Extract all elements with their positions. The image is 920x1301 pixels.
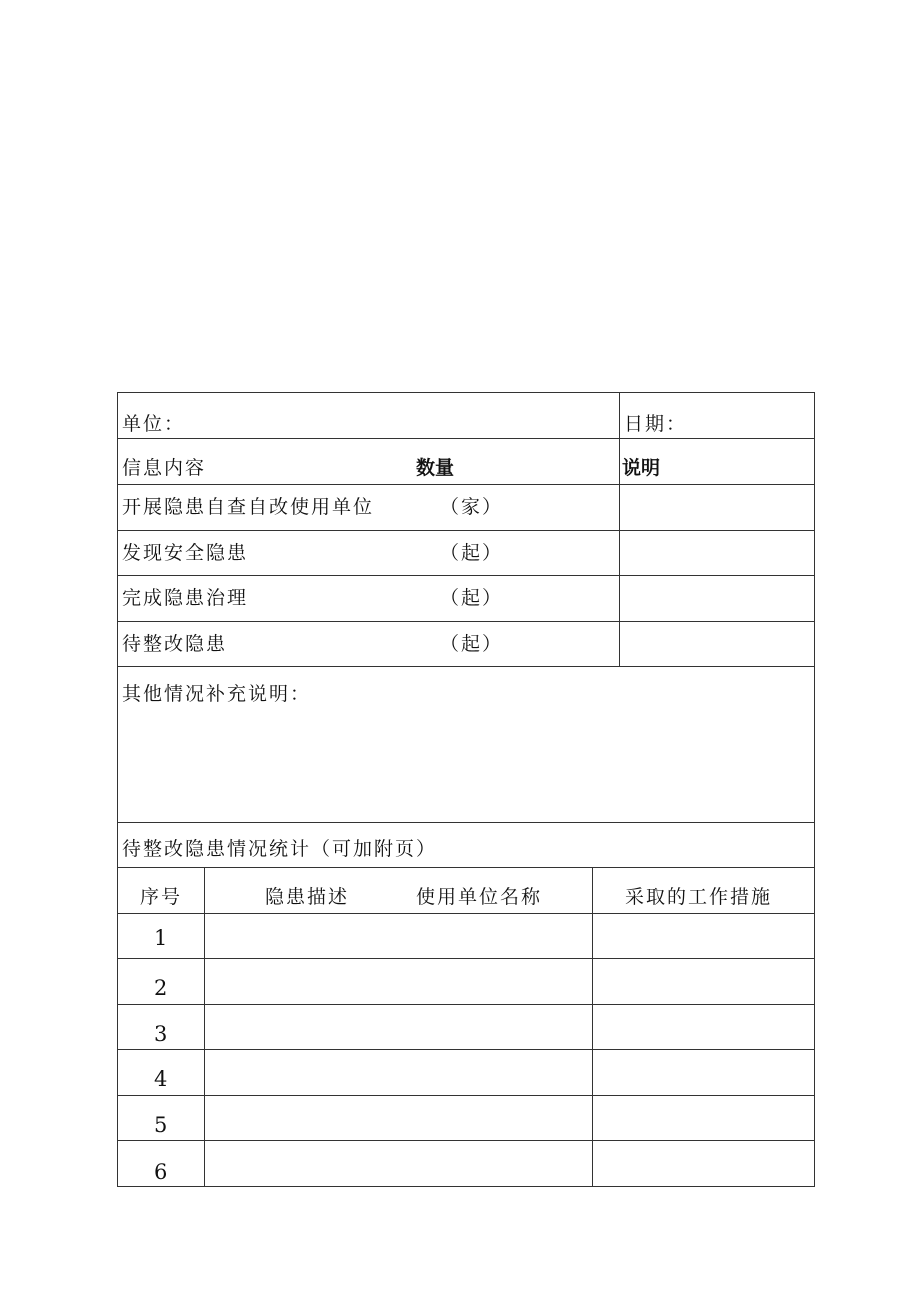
table-row [118, 1005, 814, 1050]
col-measures-header: 采取的工作措施 [625, 886, 773, 908]
divider [619, 485, 620, 530]
summary-row-unit: （起） [440, 633, 504, 655]
table-row [118, 914, 814, 959]
table-row [118, 1050, 814, 1096]
summary-row-label: 发现安全隐患 [122, 542, 249, 564]
summary-row-unit: （起） [440, 542, 504, 564]
col-content-header: 信息内容 [122, 457, 207, 479]
divider [204, 868, 205, 913]
divider [619, 622, 620, 666]
col-note-header: 说明 [622, 457, 661, 479]
divider [592, 959, 593, 1004]
divider [619, 576, 620, 621]
table-row [118, 1096, 814, 1141]
summary-row [118, 485, 814, 531]
divider [619, 439, 620, 484]
summary-row-label: 待整改隐患 [122, 633, 228, 655]
summary-row [118, 531, 814, 576]
col-unit-name-header: 使用单位名称 [416, 886, 543, 908]
col-no-header: 序号 [140, 886, 183, 908]
divider [619, 393, 620, 438]
divider [592, 1050, 593, 1095]
date-label: 日期： [624, 413, 688, 435]
divider [592, 1141, 593, 1186]
pending-header-row [118, 868, 814, 914]
divider [619, 531, 620, 575]
divider [592, 1096, 593, 1140]
col-quantity-header: 数量 [416, 457, 455, 479]
divider [204, 1050, 205, 1095]
divider [204, 959, 205, 1004]
other-notes-label: 其他情况补充说明： [122, 683, 312, 705]
summary-row-label: 完成隐患治理 [122, 587, 249, 609]
hazard-report-form [117, 392, 815, 1187]
pending-title-row [118, 823, 814, 868]
row-number: 3 [154, 1022, 168, 1046]
row-number: 4 [154, 1067, 168, 1091]
summary-header-row [118, 439, 814, 485]
table-row [118, 1141, 814, 1186]
col-desc-header: 隐患描述 [265, 886, 350, 908]
divider [204, 1096, 205, 1140]
row-number: 1 [154, 926, 168, 950]
other-notes-row [118, 667, 814, 823]
divider [592, 1005, 593, 1049]
divider [204, 1005, 205, 1049]
summary-row-unit: （起） [440, 587, 504, 609]
summary-row-unit: （家） [440, 496, 504, 518]
summary-row [118, 622, 814, 667]
summary-row-label: 开展隐患自查自改使用单位 [122, 496, 375, 518]
row-number: 6 [154, 1160, 168, 1184]
row-number: 5 [154, 1113, 168, 1137]
divider [204, 914, 205, 958]
pending-title: 待整改隐患情况统计（可加附页） [122, 838, 438, 860]
table-row [118, 959, 814, 1005]
row-number: 2 [154, 976, 168, 1000]
header-row [118, 393, 814, 439]
summary-row [118, 576, 814, 622]
divider [592, 914, 593, 958]
divider [204, 1141, 205, 1186]
divider [592, 868, 593, 913]
unit-label: 单位： [122, 413, 186, 435]
